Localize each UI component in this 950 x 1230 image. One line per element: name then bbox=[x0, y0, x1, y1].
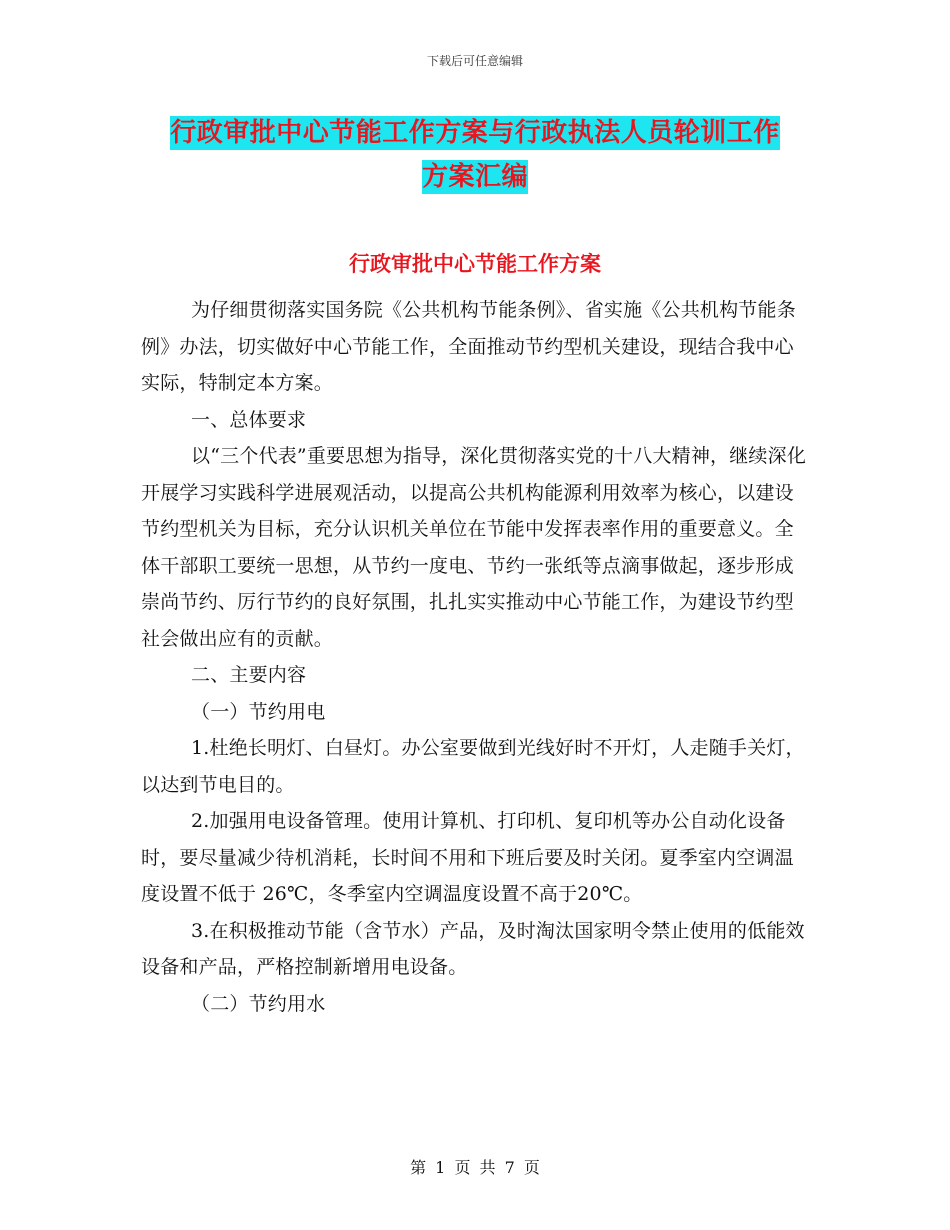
page-footer: 第 1 页 共 7 页 bbox=[410, 1158, 540, 1177]
document-body bbox=[141, 292, 807, 1022]
document-title-line-1 bbox=[0, 112, 950, 149]
header-note: 下载后可任意编辑 bbox=[426, 54, 523, 68]
document-title-line-2-text: 方案汇编 bbox=[421, 162, 528, 192]
item-2-equipment: 2.加强用电设备管理。使用计算机、打印机、复印机等办公自动化设备时，要尽量减少待机消耗，长时间不用和下班后要及时关闭。夏季室内空调温度设置不低于 26℃，冬季室内空调温度设置不高于20℃。 bbox=[141, 810, 794, 905]
subheading-save-electricity: （一）节约用电 bbox=[191, 700, 326, 723]
subheading-save-water: （二）节约用水 bbox=[191, 992, 326, 1015]
item-1-lights: 1.杜绝长明灯、白昼灯。办公室要做到光线好时不开灯，人走随手关灯，以达到节电目的。 bbox=[141, 737, 805, 796]
paragraph-general-requirements: 以“三个代表”重要思想为指导，深化贯彻落实党的十八大精神，继续深化开展学习实践科学进展观活动，以提高公共机构能源利用效率为核心，以建设节约型机关为目标，充分认识机关单位在节能中发挥表率作用的重要意义。全体干部职工要统一思想，从节约一度电、节约一张纸等点滴事做起，逐步形成崇尚节约、厉行节约的良好氛围，扎扎实实推动中心节能工作，为建设节约型社会做出应有的贡献。 bbox=[141, 445, 807, 650]
document-title-line-2 bbox=[0, 156, 950, 193]
item-3-products: 3.在积极推动节能（含节水）产品，及时淘汰国家明令禁止使用的低能效设备和产品，严格控制新增用电设备。 bbox=[141, 919, 805, 978]
paragraph-intro: 为仔细贯彻落实国务院《公共机构节能条例》、省实施《公共机构节能条例》办法，切实做好中心节能工作，全面推动节约型机关建设，现结合我中心实际，特制定本方案。 bbox=[141, 299, 796, 394]
heading-main-content: 二、主要内容 bbox=[191, 664, 307, 686]
document-title-line-1-text: 行政审批中心节能工作方案与行政执法人员轮训工作 bbox=[170, 118, 780, 148]
heading-general-requirements: 一、总体要求 bbox=[191, 408, 307, 431]
section-title: 行政审批中心节能工作方案 bbox=[349, 252, 601, 276]
